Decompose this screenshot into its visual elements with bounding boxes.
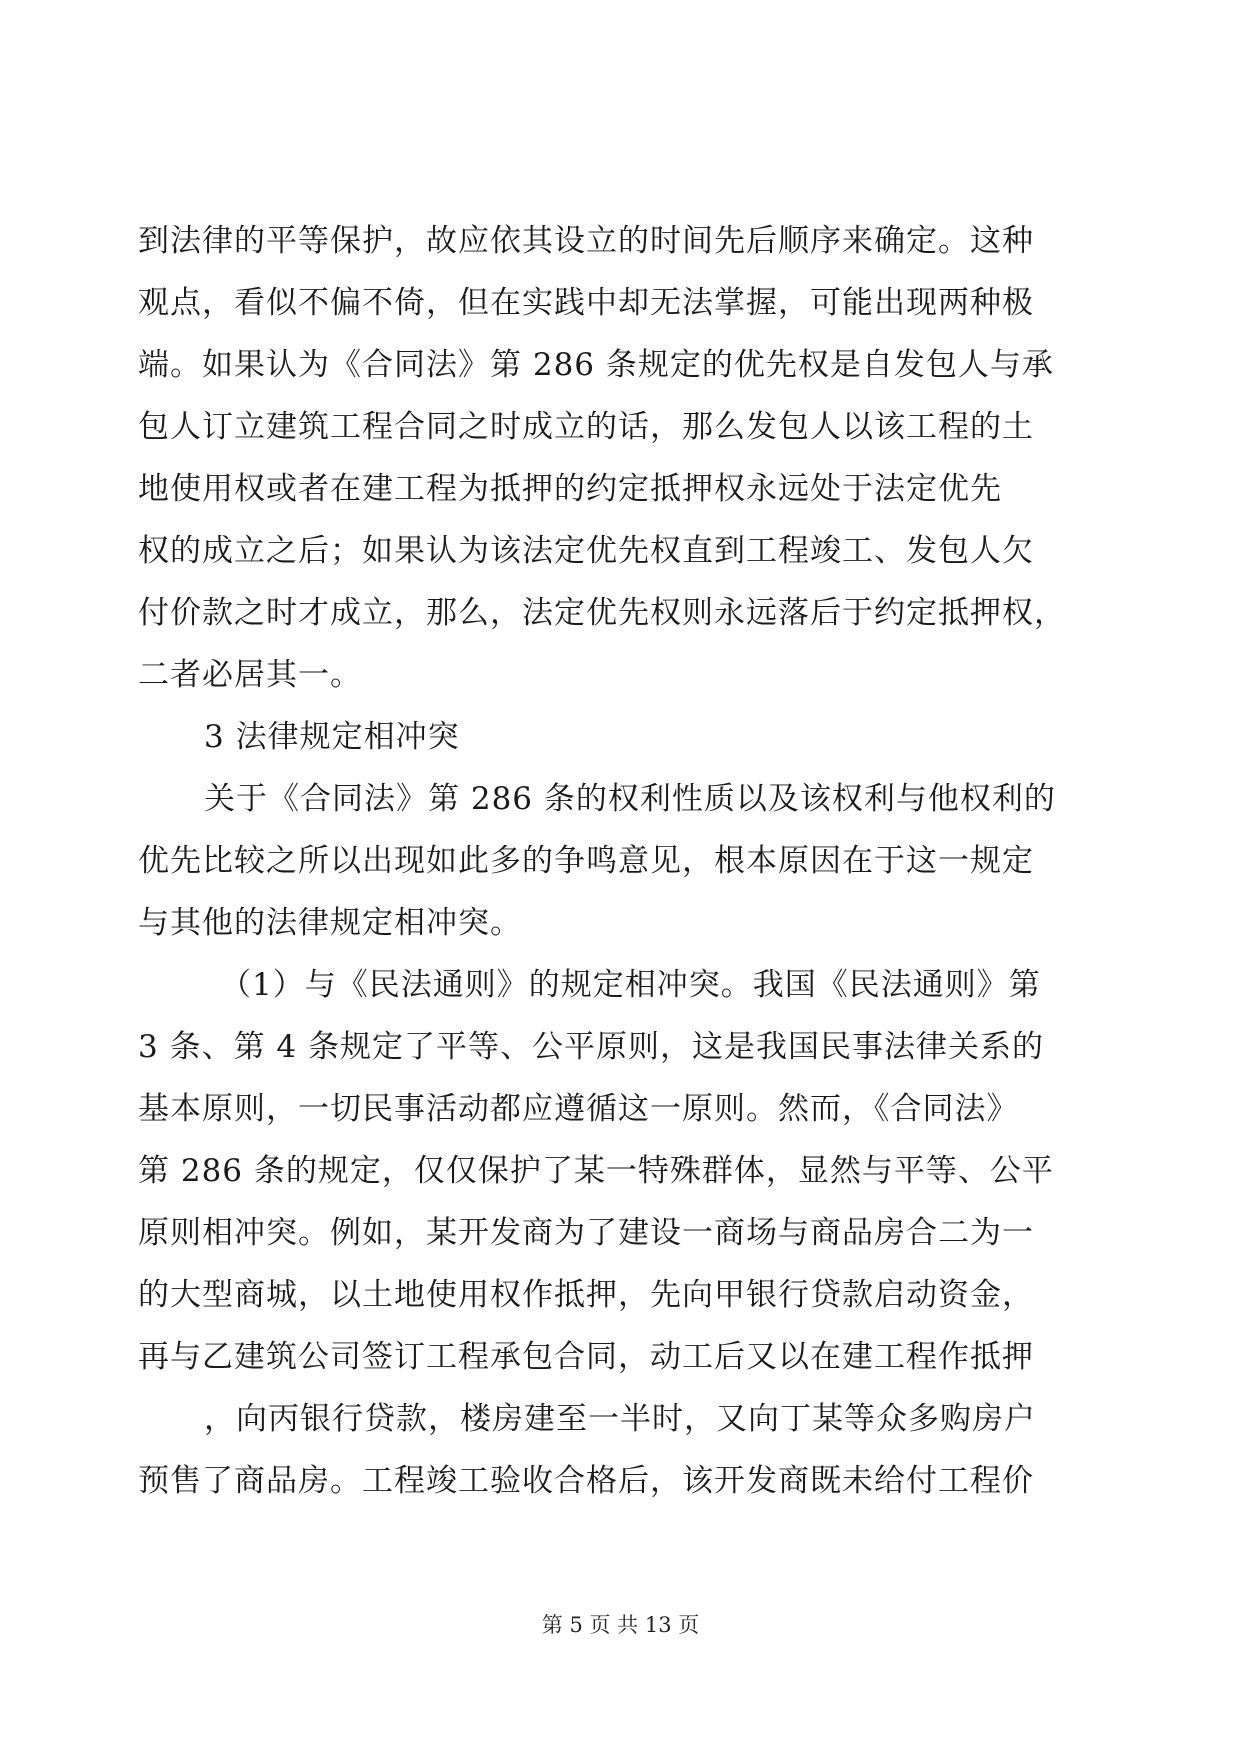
text-line-6: 权的成立之后；如果认为该法定优先权直到工程竣工、发包人欠 — [138, 533, 1034, 569]
text-line-1: 到法律的平等保护，故应依其设立的时间先后顺序来确定。这种 — [138, 223, 1034, 259]
text-line-13: （1）与《民法通则》的规定相冲突。我国《民法通则》第 — [220, 967, 1041, 1003]
text-line-14: 3 条、第 4 条规定了平等、公平原则，这是我国民事法律关系的 — [138, 1029, 1045, 1065]
text-line-18: 的大型商城，以土地使用权作抵押，先向甲银行贷款启动资金， — [138, 1277, 1034, 1313]
text-line-3: 端。如果认为《合同法》第 286 条规定的优先权是自发包人与承 — [138, 347, 1054, 383]
text-line-21: 预售了商品房。工程竣工验收合格后，该开发商既未给付工程价 — [138, 1463, 1034, 1499]
text-line-17: 原则相冲突。例如，某开发商为了建设一商场与商品房合二为一 — [138, 1215, 1034, 1251]
text-line-7: 付价款之时才成立，那么，法定优先权则永远落后于约定抵押权， — [138, 595, 1066, 631]
text-line-2: 观点，看似不偏不倚，但在实践中却无法掌握，可能出现两种极 — [138, 285, 1034, 321]
text-line-11: 优先比较之所以出现如此多的争鸣意见，根本原因在于这一规定 — [138, 843, 1034, 879]
text-line-16: 第 286 条的规定，仅仅保护了某一特殊群体，显然与平等、公平 — [138, 1153, 1054, 1189]
text-line-8: 二者必居其一。 — [138, 657, 362, 693]
text-line-20: ，向丙银行贷款，楼房建至一半时，又向丁某等众多购房户 — [204, 1401, 1036, 1437]
text-line-15: 基本原则，一切民事活动都应遵循这一原则。然而，《合同法》 — [138, 1091, 1019, 1127]
text-line-10: 关于《合同法》第 286 条的权利性质以及该权利与他权利的 — [204, 781, 1056, 817]
text-line-5: 地使用权或者在建工程为抵押的约定抵押权永远处于法定优先 — [138, 471, 1002, 507]
page-footer: 第 5 页 共 13 页 — [541, 1613, 700, 1637]
section-heading: 3 法律规定相冲突 — [204, 719, 460, 755]
text-line-12: 与其他的法律规定相冲突。 — [138, 905, 522, 941]
text-line-4: 包人订立建筑工程合同之时成立的话，那么发包人以该工程的土 — [138, 409, 1034, 445]
text-line-19: 再与乙建筑公司签订工程承包合同，动工后又以在建工程作抵押 — [138, 1339, 1034, 1375]
